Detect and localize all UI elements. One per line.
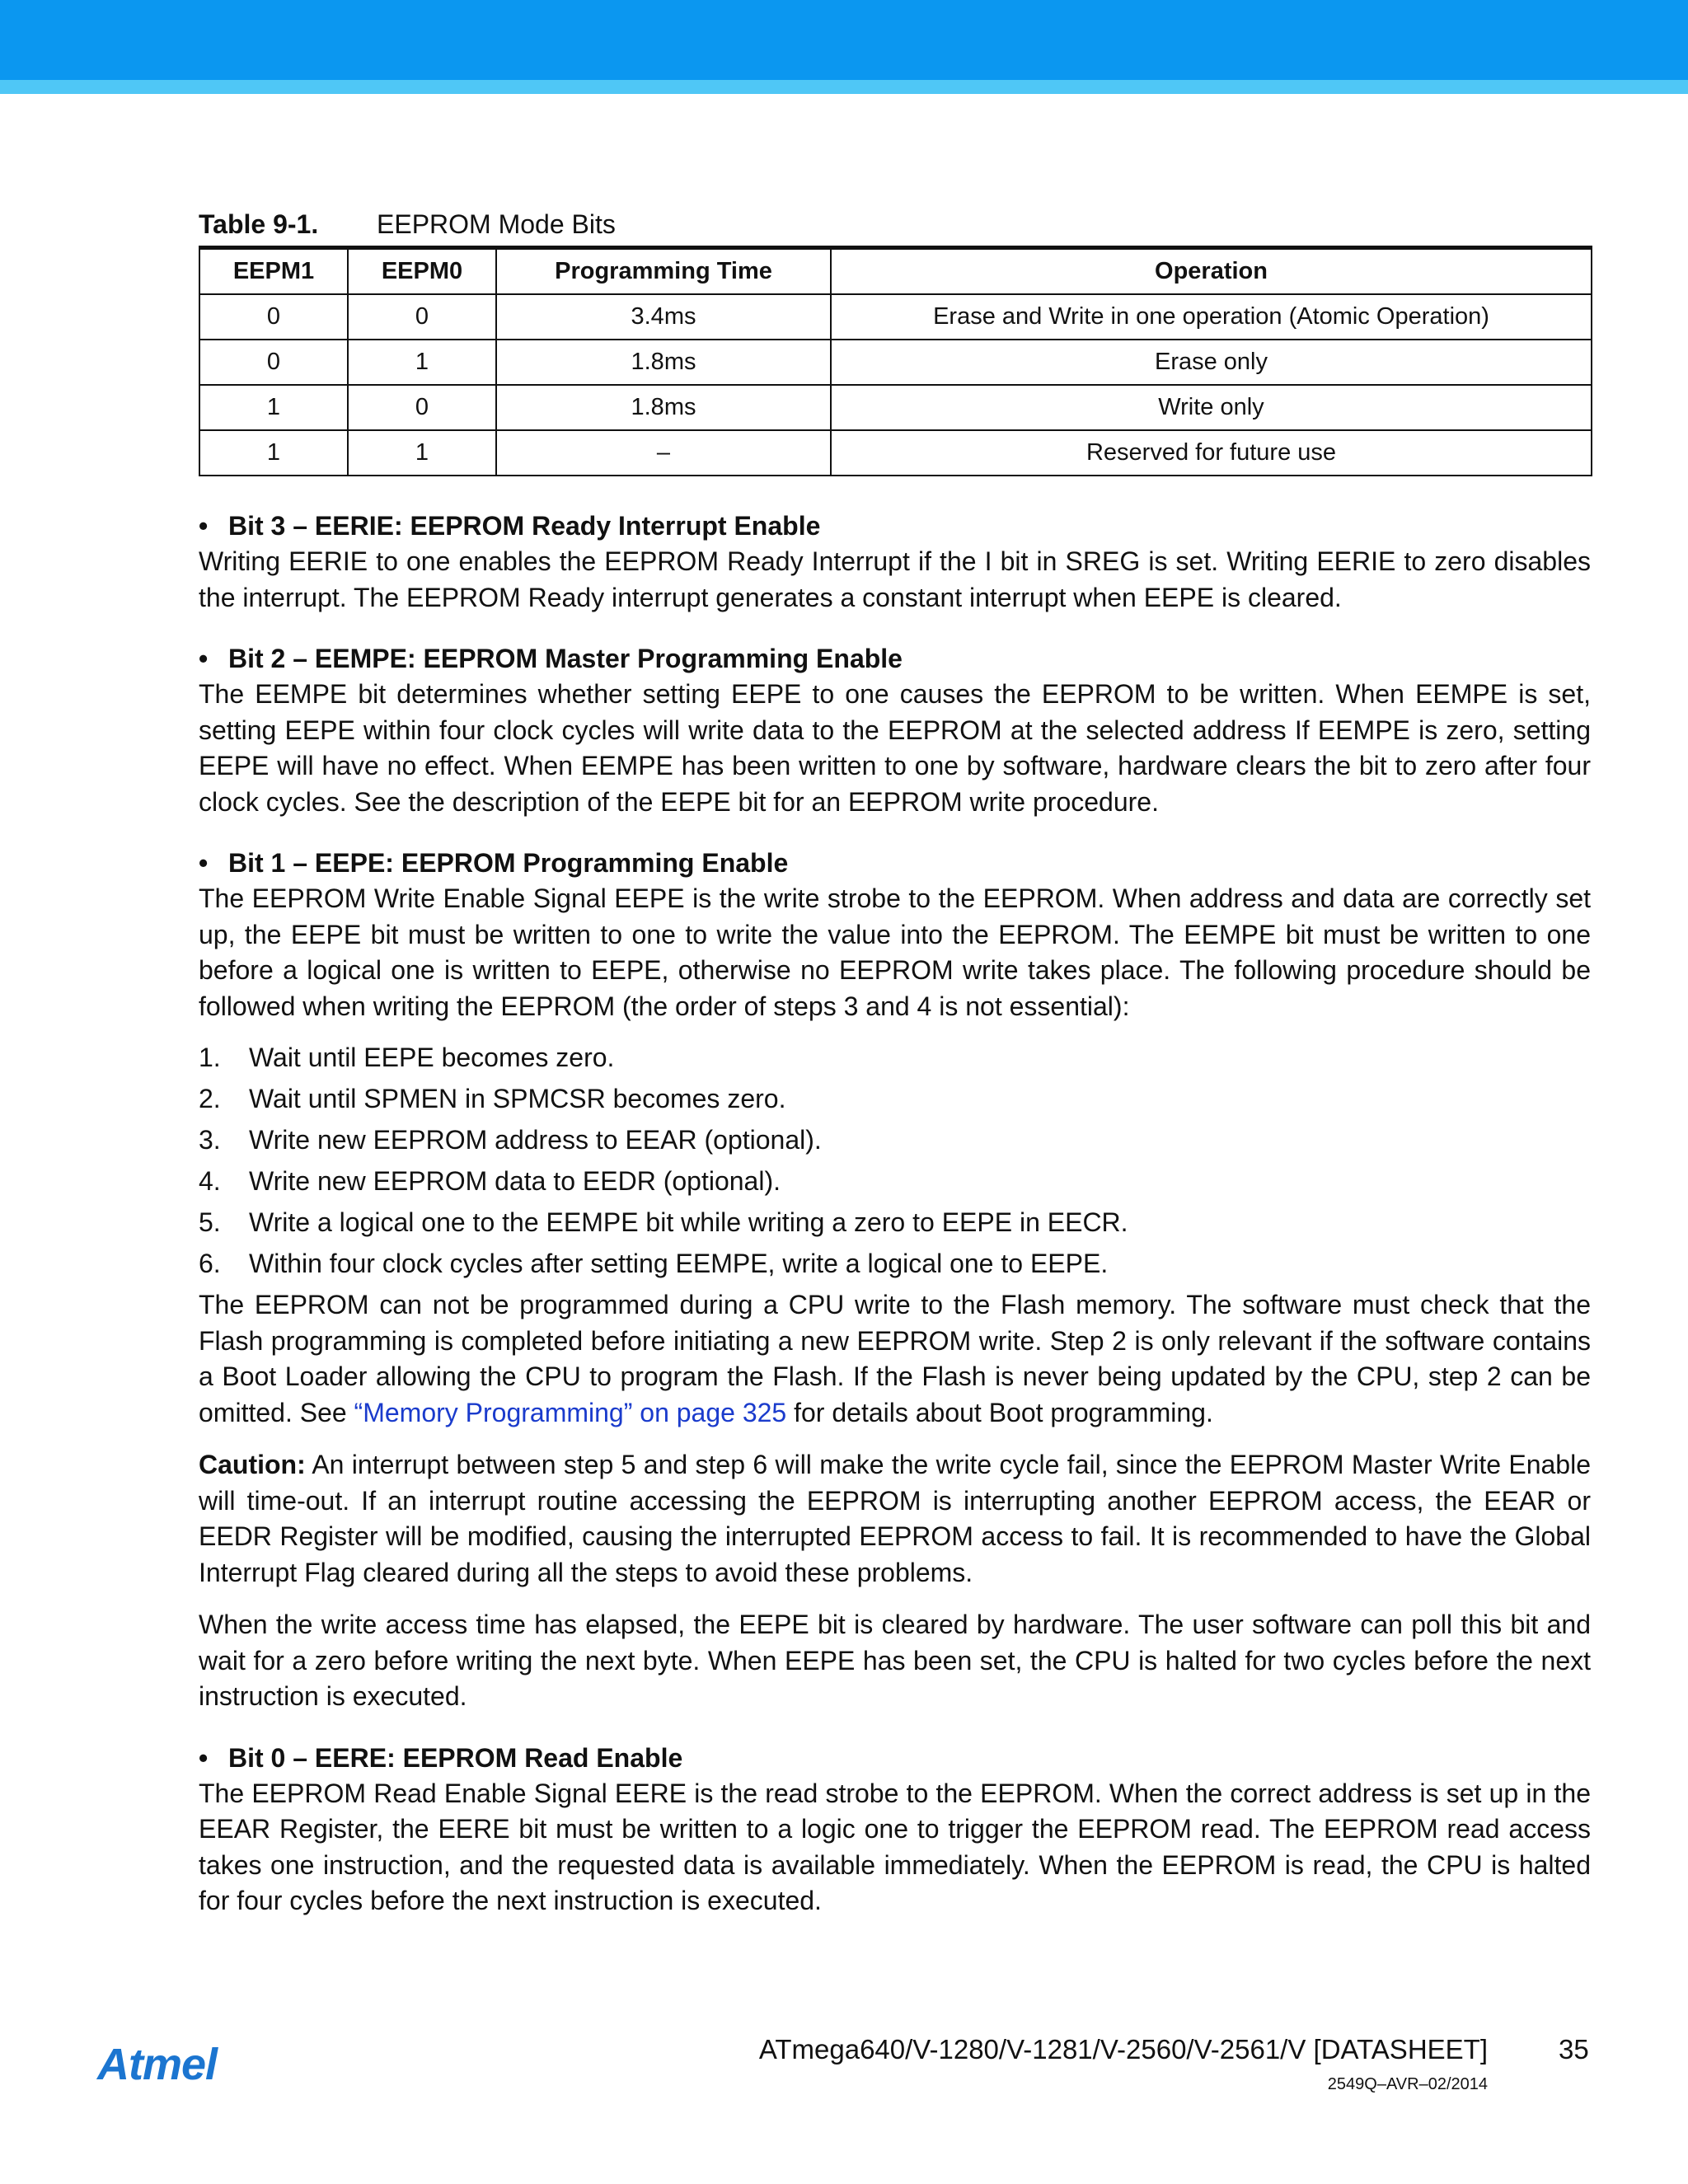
table-cell: 3.4ms [496,294,831,340]
column-header-operation: Operation [831,248,1592,295]
column-header-programming-time: Programming Time [496,248,831,295]
eeprom-mode-bits-table [199,246,1592,476]
section-heading [199,640,1591,677]
page-number: 35 [1559,2034,1589,2064]
paragraph: The EEPROM Write Enable Signal EEPE is the write strobe to the EEPROM. When address and data are correctly set up, the EEPE bit must be written to one to write the value into the EEPROM. The EEMPE bit must be written to one before a logical one is written to EEPE, otherwise no EEPROM write takes place. The following procedure should be followed when writing the EEPROM (the order of steps 3 and 4 is not essential): [199,883,1591,1021]
table-cell: Reserved for future use [831,430,1592,476]
caution-text: An interrupt between step 5 and step 6 will make the write cycle fail, since the EEPROM Master Write Enable will time-out. If an interrupt routine accessing the EEPROM is interrupting another EEPROM access, the EEAR or EEDR Register will be modified, causing the interrupted EEPROM access to fail. It is recommended to have the Global Interrupt Flag cleared during all the steps to avoid these problems. [199,1450,1591,1587]
page-content [199,206,1591,1919]
table-cell: 0 [199,340,348,385]
heading-text: Bit 3 – EERIE: EEPROM Ready Interrupt Enable [228,511,821,541]
table-cell: – [496,430,831,476]
list-item [199,1037,1591,1078]
paragraph: Writing EERIE to one enables the EEPROM Ready Interrupt if the I bit in SREG is set. Writing EERIE to zero disables the interrupt. The EEPROM Ready interrupt generates a constant interrupt when EEPE is cleared. [199,546,1591,612]
list-item [199,1078,1591,1119]
heading-text: Bit 2 – EEMPE: EEPROM Master Programming Enable [228,644,903,673]
step-number: 2. [199,1084,221,1113]
write-procedure-steps [199,1037,1591,1284]
table-cell: 1 [348,430,496,476]
section-bit1-eepe [199,845,1591,1715]
header-stripe [0,80,1688,94]
paragraph: When the write access time has elapsed, the EEPE bit is cleared by hardware. The user software can poll this bit and wait for a zero before writing the next byte. When EEPE has been set, the CPU is halted for two cycles before the next instruction is executed. [199,1610,1591,1711]
table-cell: 1.8ms [496,385,831,430]
section-heading [199,508,1591,544]
table-label: Table 9-1. [199,209,319,239]
section-bit3-eerie [199,508,1591,616]
table-cell: Erase only [831,340,1592,385]
step-text: Wait until EEPE becomes zero. [249,1043,615,1072]
paragraph-text: for details about Boot programming. [786,1397,1213,1427]
table-cell: 0 [348,385,496,430]
table-cell: 0 [348,294,496,340]
paragraph: The EEPROM Read Enable Signal EERE is the read strobe to the EEPROM. When the correct address is set up in the EEAR Register, the EERE bit must be written to a logic one to trigger the EEPROM read. The EEPROM read access takes one instruction, and the requested data is available immediately. When the EEPROM is read, the CPU is halted for four cycles before the next instruction is executed. [199,1778,1591,1915]
paragraph: The EEMPE bit determines whether setting EEPE to one causes the EEPROM to be written. When EEMPE is set, setting EEPE within four clock cycles will write data to the EEPROM at the selected address If EEMPE is zero, setting EEPE will have no effect. When EEMPE has been written to one by software, hardware clears the bit to zero after four clock cycles. See the description of the EEPE bit for an EEPROM write procedure. [199,679,1591,817]
caution-paragraph [199,1447,1591,1591]
paragraph-text: The EEPROM can not be programmed during a CPU write to the Flash memory. The software must check that the Flash programming is completed before initiating a new EEPROM write. Step 2 is only relevant if the software contains a Boot Loader allowing the CPU to program the Flash. If the Flash is never being updated by the CPU, step 2 can be omitted. See [199,1290,1591,1427]
list-item [199,1243,1591,1284]
table-cell: 1.8ms [496,340,831,385]
table-caption [199,206,1591,242]
bullet-icon: • [199,644,209,673]
list-item [199,1160,1591,1202]
table-title: EEPROM Mode Bits [377,209,616,239]
step-number: 3. [199,1125,221,1155]
section-heading [199,1740,1591,1776]
step-text: Write new EEPROM data to EEDR (optional). [249,1166,781,1196]
header-band [0,0,1688,80]
table-header-row [199,248,1592,295]
column-header-eepm0: EEPM0 [348,248,496,295]
step-number: 1. [199,1043,221,1072]
step-text: Within four clock cycles after setting EEMPE, write a logical one to EEPE. [249,1249,1109,1278]
footer-document-title: ATmega640/V-1280/V-1281/V-2560/V-2561/V [DATASHEET] [758,2034,1488,2064]
step-text: Write a logical one to the EEMPE bit while writing a zero to EEPE in EECR. [249,1207,1128,1237]
table-cell: 1 [199,385,348,430]
list-item [199,1202,1591,1243]
table-cell: 1 [199,430,348,476]
heading-text: Bit 1 – EEPE: EEPROM Programming Enable [228,848,789,878]
document-code: 2549Q–AVR–02/2014 [1327,2075,1488,2093]
section-heading [199,845,1591,881]
table-row [199,294,1592,340]
section-bit2-eempe [199,640,1591,820]
bullet-icon: • [199,848,209,878]
bullet-icon: • [199,1742,209,1773]
table-row [199,430,1592,476]
step-number: 6. [199,1249,221,1278]
heading-text: Bit 0 – EERE: EEPROM Read Enable [228,1742,683,1773]
step-number: 5. [199,1207,221,1237]
table-cell: 1 [348,340,496,385]
list-item [199,1119,1591,1160]
table-cell: Erase and Write in one operation (Atomic Operation) [831,294,1592,340]
table-row [199,340,1592,385]
caution-label: Caution: [199,1450,306,1479]
memory-programming-link[interactable]: “Memory Programming” on page 325 [354,1397,787,1427]
step-text: Write new EEPROM address to EEAR (optional). [249,1125,822,1155]
paragraph [199,1287,1591,1431]
table-cell: 0 [199,294,348,340]
atmel-logo: Atmel [97,2040,218,2089]
section-bit0-eere [199,1740,1591,1919]
step-number: 4. [199,1166,221,1196]
bullet-icon: • [199,511,209,541]
table-cell: Write only [831,385,1592,430]
table-row [199,385,1592,430]
step-text: Wait until SPMEN in SPMCSR becomes zero. [249,1084,786,1113]
column-header-eepm1: EEPM1 [199,248,348,295]
